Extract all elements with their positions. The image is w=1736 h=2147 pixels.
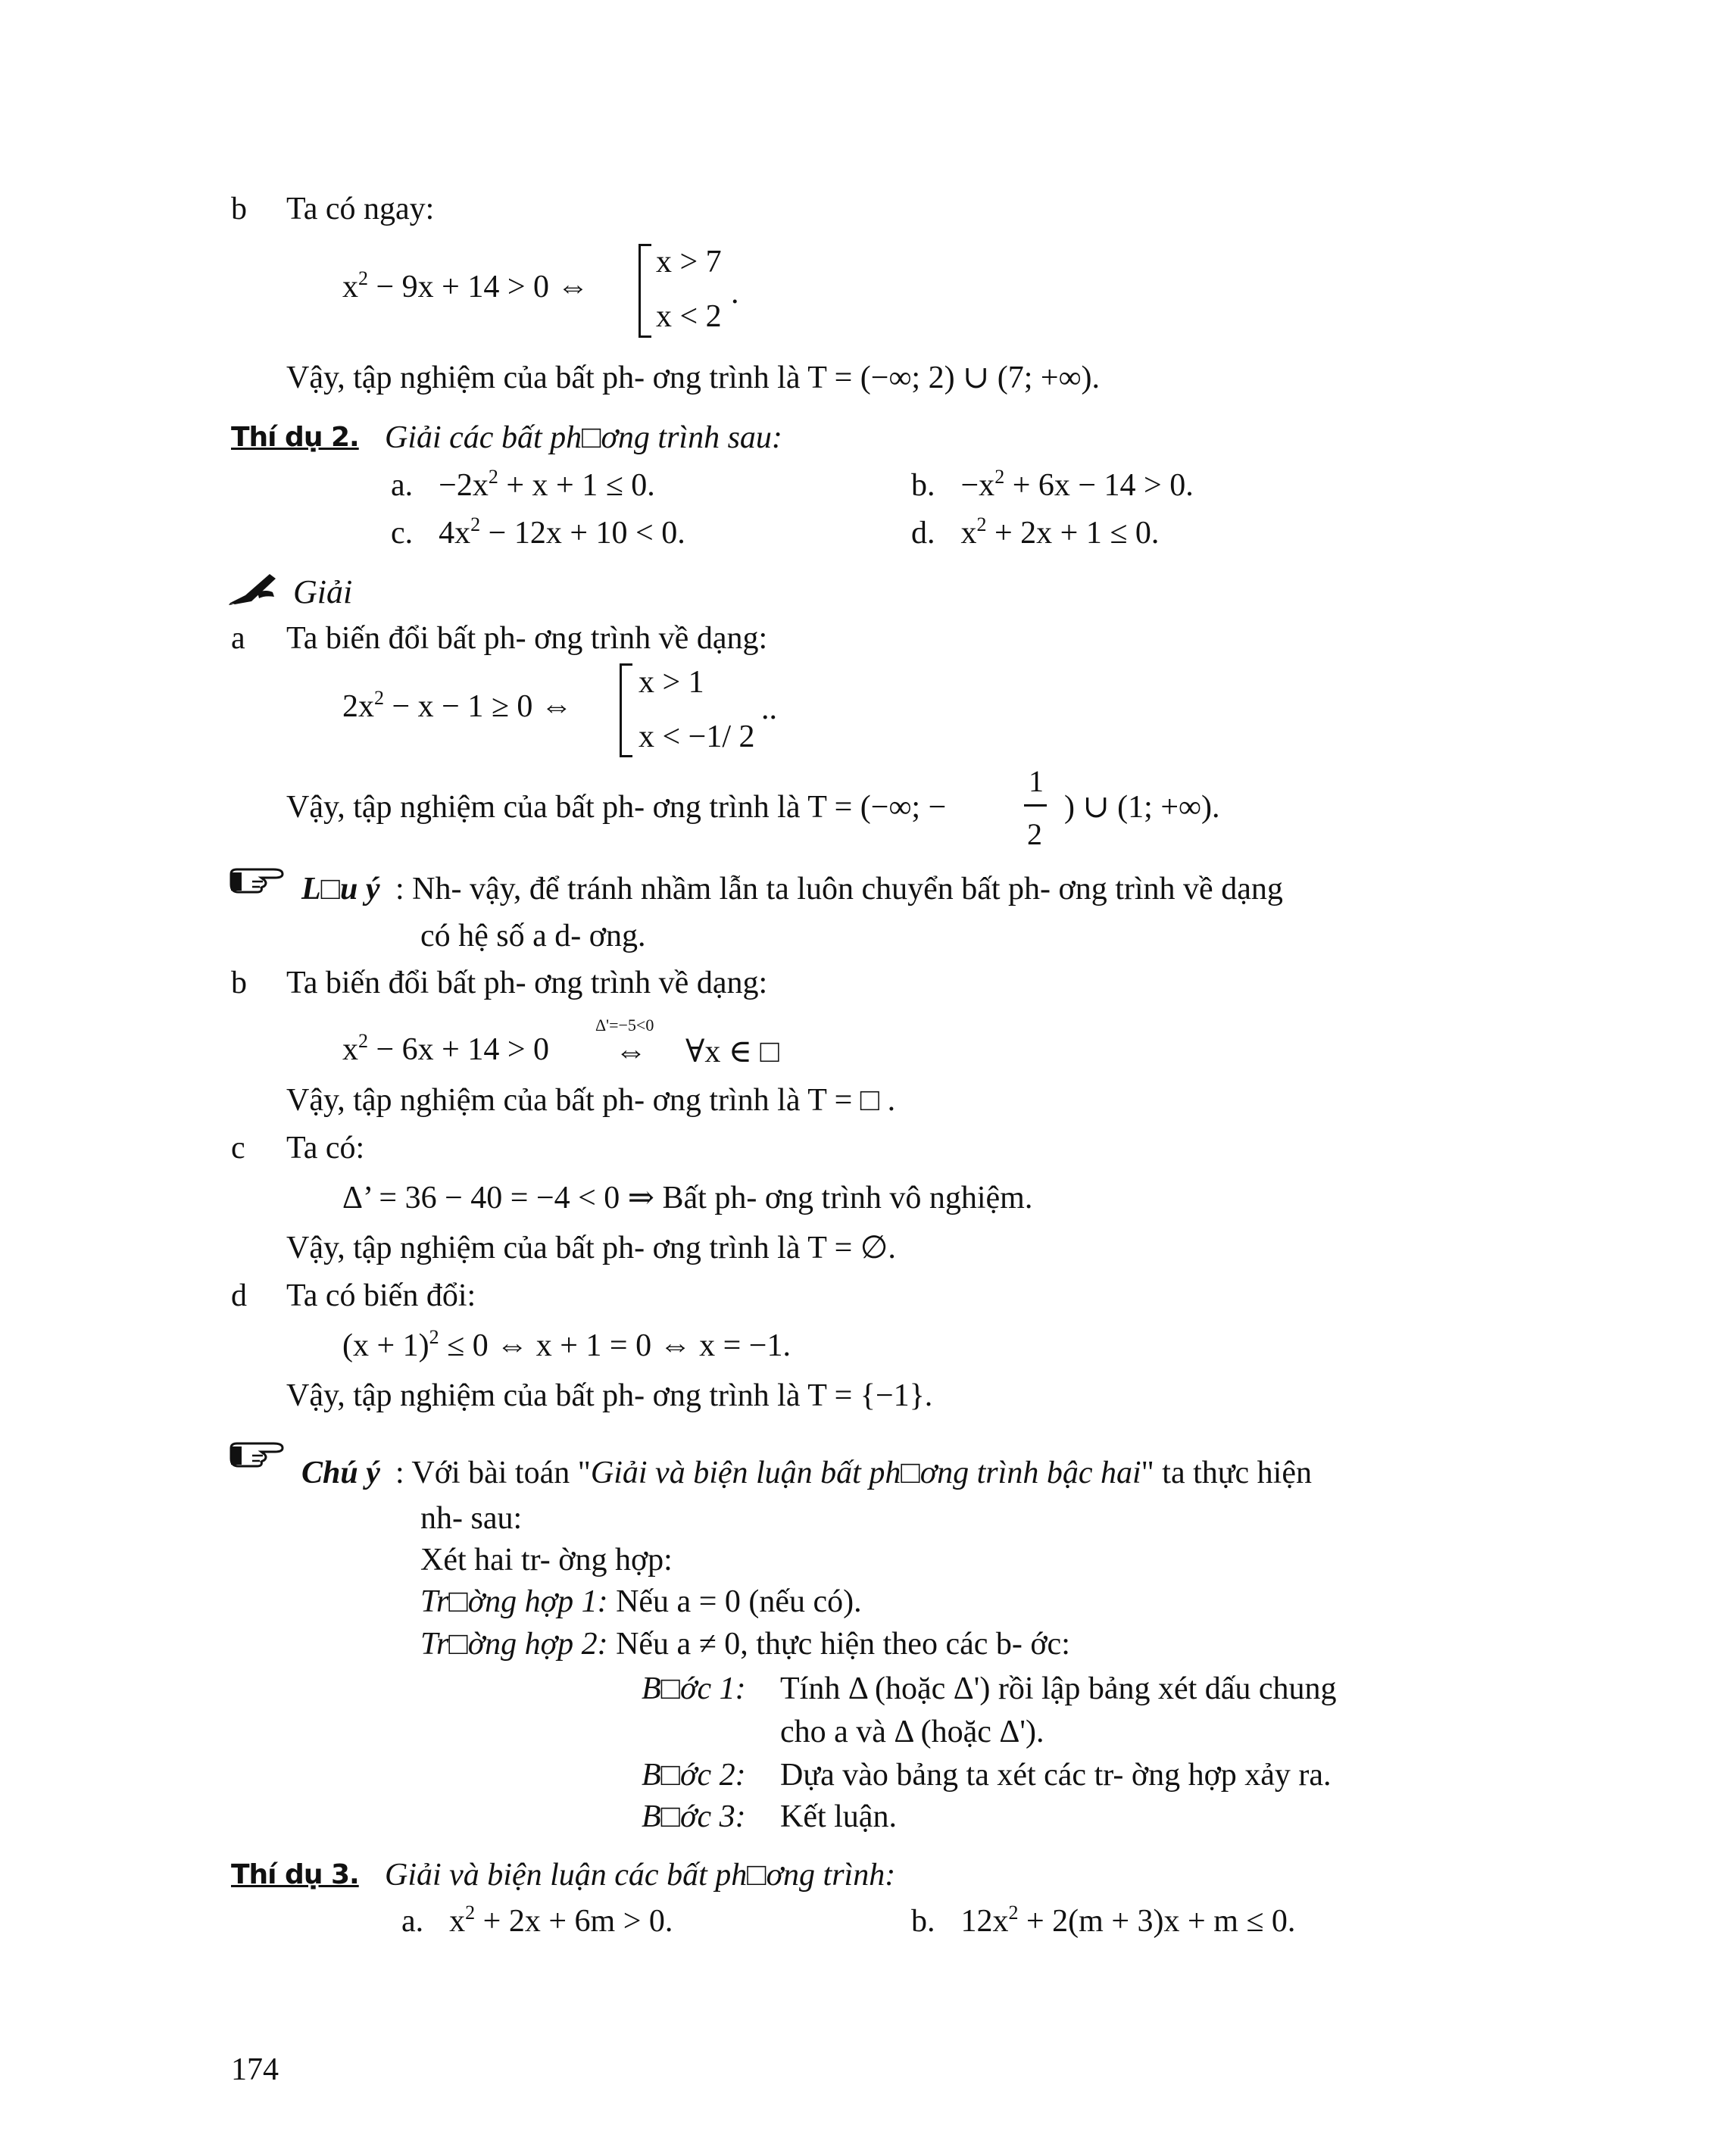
step-1-text: Tính Δ (hoặc Δ') rồi lập bảng xét dấu chung (780, 1671, 1337, 1706)
page-number: 174 (231, 2052, 279, 2087)
part-b-case-1: x > 7 (656, 245, 722, 279)
solution-a-case-2: x < −1/ 2 (639, 719, 755, 754)
part-b-intro: Ta có ngay: (286, 192, 435, 226)
solution-d-line: $(x + 1)^2 \le 0$ ⇔ x + 1 = 0 ⇔ x = −1. (342, 1326, 791, 1363)
step-2-label: B□ớc 2: (642, 1758, 746, 1793)
step-2-text: Dựa vào bảng ta xét các tr- ờng hợp xảy ra. (780, 1758, 1332, 1793)
part-b-period: . (731, 276, 739, 311)
step-3-label: B□ớc 3: (642, 1799, 746, 1834)
solution-b-arrow-note: Δ'=−5<0 (595, 1016, 654, 1034)
part-b-conclusion: Vậy, tập nghiệm của bất ph- ơng trình là T = (−∞; 2) ∪ (7; +∞). (286, 360, 1101, 395)
solution-b-rhs: ∀x ∈ □ (685, 1034, 779, 1069)
solution-b-equation: $x^2 - 6x + 14 > 0$ (342, 1030, 550, 1067)
solution-b-intro: Ta biến đổi bất ph- ơng trình về dạng: (286, 966, 768, 1000)
solution-d-label: d (231, 1278, 247, 1313)
writing-hand-icon (227, 570, 280, 606)
part-b-label: b (231, 192, 247, 226)
example-3-item-b: b. $12x^2 + 2(m + 3)x + m \le 0$. (911, 1902, 1296, 1939)
note-2-text-1: : Với bài toán "Giải và biện luận bất ph□ơng trình bậc hai" ta thực hiện (395, 1456, 1312, 1490)
solution-d-intro: Ta có biến đổi: (286, 1278, 476, 1313)
example-2-item-b: b. $-x^2 + 6x - 14 > 0$. (911, 466, 1194, 503)
solution-d-conclusion: Vậy, tập nghiệm của bất ph- ơng trình là T = {−1}. (286, 1378, 933, 1413)
solution-a-intro: Ta biến đổi bất ph- ơng trình về dạng: (286, 621, 768, 656)
note-2-case-1: Tr□ờng hợp 1: Nếu a = 0 (nếu có). (420, 1584, 862, 1619)
note-1-label: L□u ý (301, 872, 380, 907)
example-2-heading: Thí dụ 2. (231, 422, 359, 453)
solution-a-label: a (231, 621, 245, 656)
note-2-text-2: nh- sau: (420, 1501, 523, 1536)
solution-a-conclusion-post: ) ∪ (1; +∞). (1064, 790, 1220, 825)
step-3-text: Kết luận. (780, 1799, 897, 1834)
example-3-heading: Thí dụ 3. (231, 1859, 359, 1890)
solution-b-conclusion: Vậy, tập nghiệm của bất ph- ơng trình là T = □ . (286, 1083, 896, 1118)
note-1-text-1: : Nh- vậy, để tránh nhầm lẫn ta luôn chuyển bất ph- ơng trình về dạng (395, 872, 1283, 907)
note-2-case-2: Tr□ờng hợp 2: Nếu a ≠ 0, thực hiện theo các b- ớc: (420, 1627, 1070, 1662)
note-1-text-2: có hệ số a d- ơng. (420, 919, 646, 953)
fraction-bar (1024, 804, 1047, 807)
solution-a-period: .. (761, 691, 777, 726)
solution-b-arrow: ⇔ (615, 1034, 647, 1069)
fraction-denominator: 2 (1027, 817, 1042, 851)
part-b-case-bracket (639, 244, 651, 338)
note-2-label: Chú ý (301, 1456, 380, 1490)
example-2-item-d: d. $x^2 + 2x + 1 \le 0$. (911, 513, 1160, 551)
solution-a-case-1: x > 1 (639, 665, 704, 700)
example-3-item-a: a. $x^2 + 2x + 6m > 0$. (401, 1902, 673, 1939)
solution-c-line: Δ’ = 36 − 40 = −4 < 0 ⇒ Bất ph- ơng trình vô nghiệm. (342, 1181, 1033, 1215)
example-2-prompt: Giải các bất ph□ơng trình sau: (385, 420, 782, 455)
step-1-text-2: cho a và Δ (hoặc Δ'). (780, 1715, 1044, 1749)
solution-c-label: c (231, 1131, 245, 1166)
solution-b-label: b (231, 966, 247, 1000)
example-2-item-c: c. $4x^2 - 12x + 10 < 0$. (391, 513, 685, 551)
solution-c-conclusion: Vậy, tập nghiệm của bất ph- ơng trình là T = ∅. (286, 1231, 896, 1265)
part-b-equation: $x^2 - 9x + 14 > 0$ ⇔ (342, 267, 589, 304)
note-2-text-3: Xét hai tr- ờng hợp: (420, 1543, 673, 1577)
fraction-numerator: 1 (1029, 764, 1044, 798)
step-1-label: B□ớc 1: (642, 1671, 746, 1706)
solution-a-conclusion-pre: Vậy, tập nghiệm của bất ph- ơng trình là T = (−∞; − (286, 790, 947, 825)
solution-a-equation: $2x^2 - x - 1 \ge 0$ ⇔ (342, 687, 573, 724)
pointing-hand-icon (229, 868, 286, 894)
pointing-hand-icon (229, 1442, 286, 1468)
solution-title: Giải (293, 573, 353, 610)
solution-a-case-bracket (620, 663, 632, 757)
part-b-case-2: x < 2 (656, 299, 722, 334)
solution-c-intro: Ta có: (286, 1131, 365, 1166)
example-3-prompt: Giải và biện luận các bất ph□ơng trình: (385, 1858, 896, 1893)
example-2-item-a: a. $-2x^2 + x + 1 \le 0$. (391, 466, 655, 503)
